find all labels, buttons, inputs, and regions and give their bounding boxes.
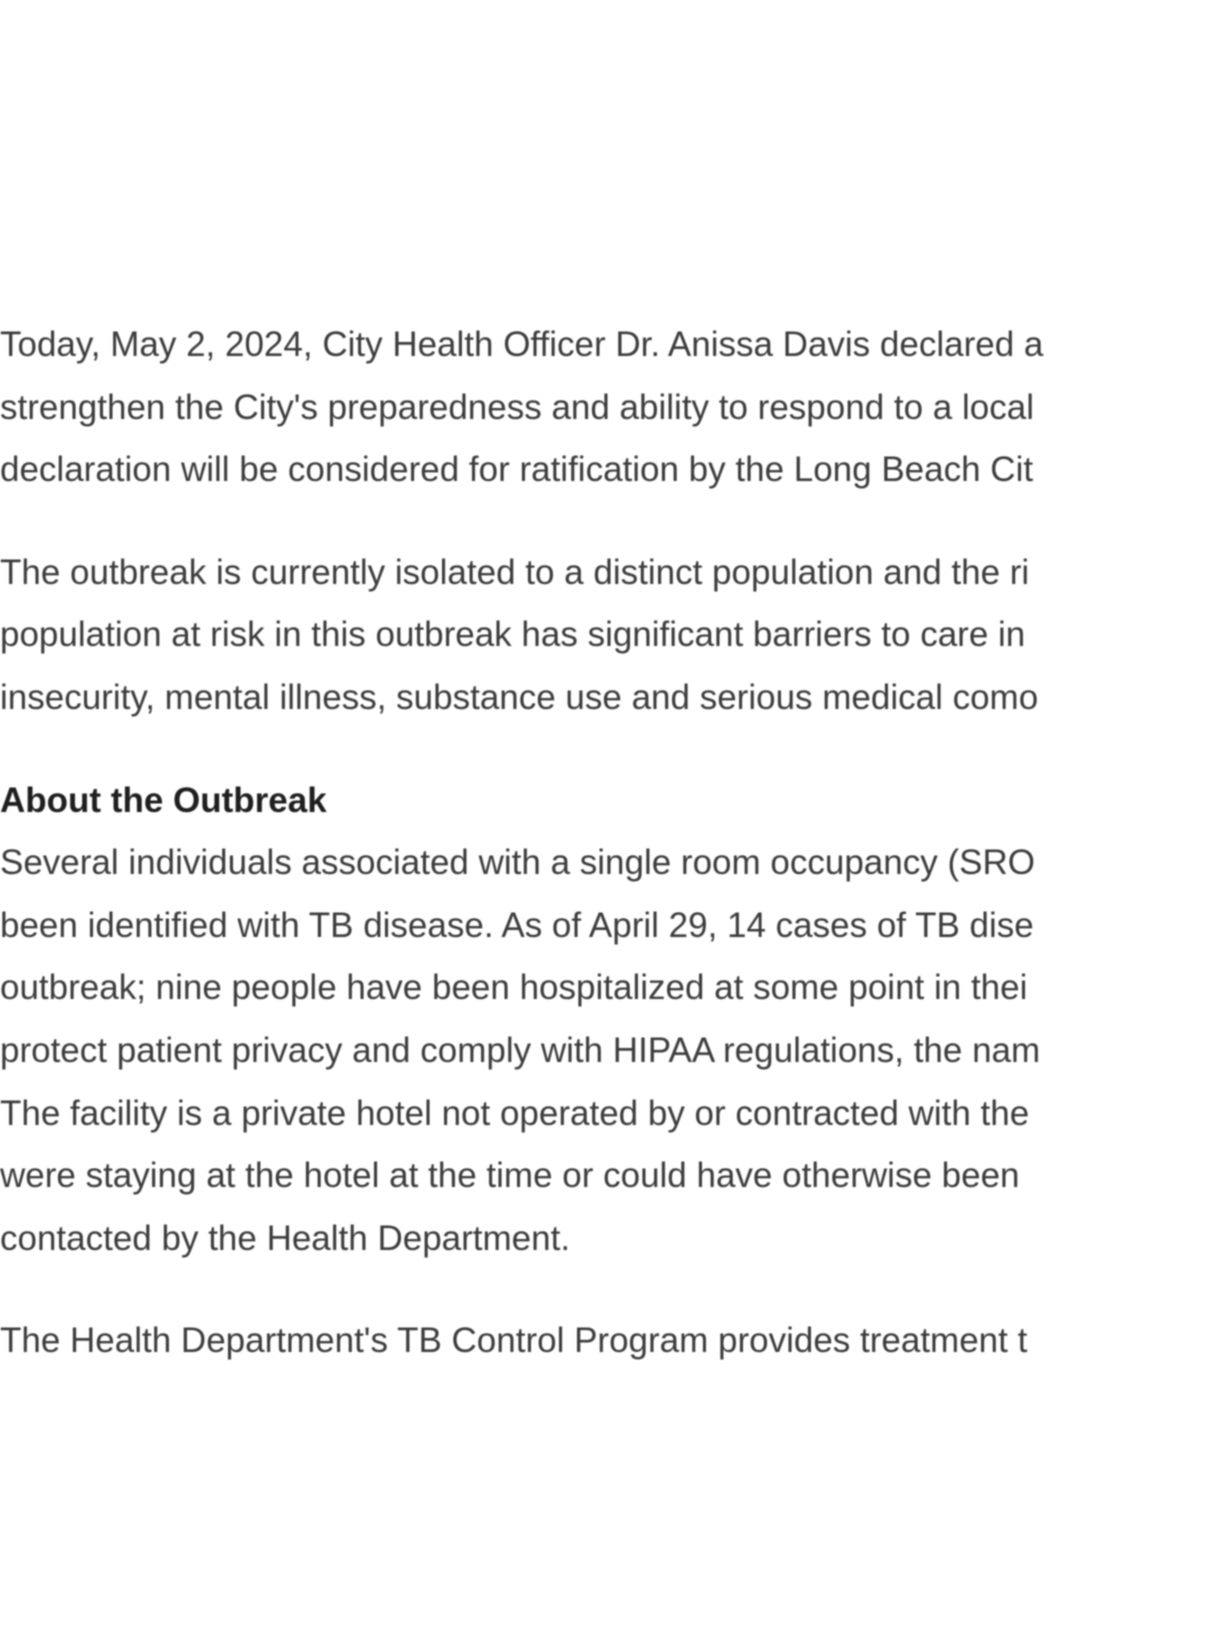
text-line: declaration will be considered for ratification by the Long Beach Cit [0,450,1034,490]
text-line: population at risk in this outbreak has significant barriers to care in [0,615,1026,655]
text-line: Today, May 2, 2024, City Health Officer Dr. Anissa Davis declared a [0,325,1044,364]
section-about-outbreak [0,770,1228,1271]
paragraph-spacer [0,730,1228,770]
text-line: strengthen the City's preparedness and ability to respond to a local [0,387,1034,427]
text-line: contacted by the Health Department. [0,1218,571,1258]
text-line: were staying at the hotel at the time or could have otherwise been [0,1156,1020,1196]
paragraph-spacer [0,502,1228,542]
text-line: outbreak; nine people have been hospitalized at some point in thei [0,968,1028,1008]
text-line: been identified with TB disease. As of April 29, 14 cases of TB dise [0,905,1034,945]
paragraph-declaration [0,314,1228,502]
text-line: The facility is a private hotel not operated by or contracted with the [0,1093,1030,1133]
paragraph-spacer [0,1270,1228,1310]
section-heading: About the Outbreak [0,780,327,820]
text-line: protect patient privacy and comply with HIPAA regulations, the nam [0,1030,1041,1070]
paragraph-risk [0,542,1228,730]
text-line: The Health Department's TB Control Program provides treatment t [0,1321,1028,1361]
article-body [0,314,1228,1373]
paragraph-tb-control [0,1310,1228,1373]
text-line: The outbreak is currently isolated to a distinct population and the ri [0,552,1030,592]
text-line: insecurity, mental illness, substance use and serious medical como [0,677,1039,717]
text-line: Several individuals associated with a single room occupancy (SRO [0,843,1035,883]
